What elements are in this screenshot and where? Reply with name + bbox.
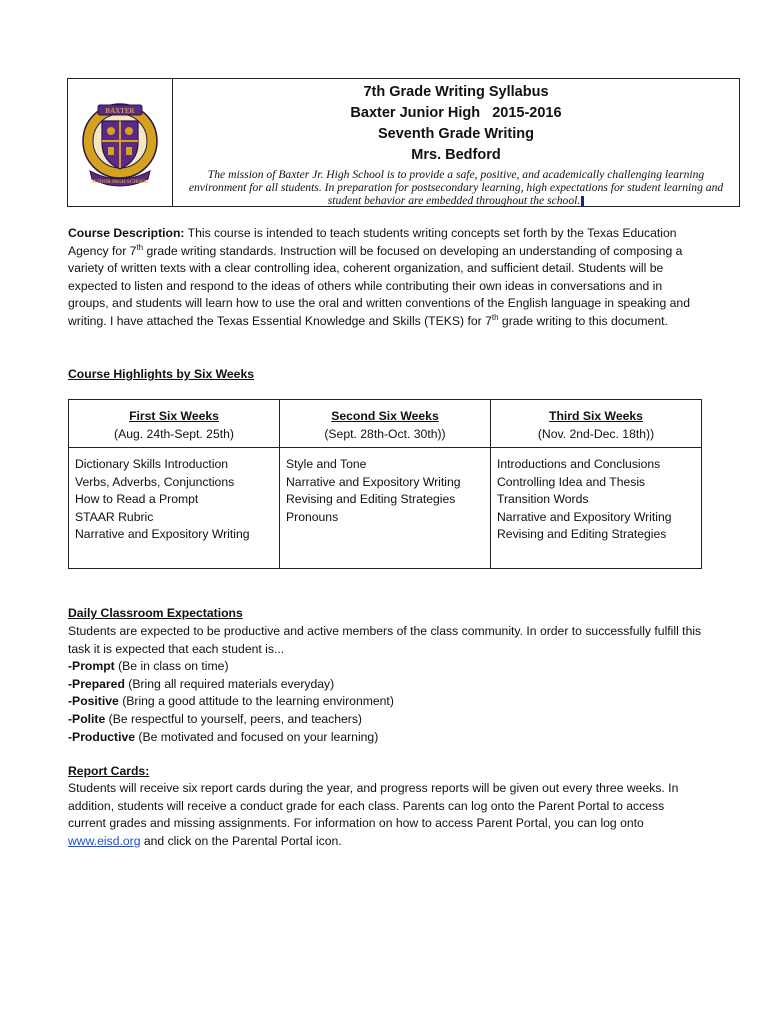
list-item: Revising and Editing Strategies bbox=[286, 492, 456, 507]
topics-cell bbox=[280, 448, 491, 569]
list-item: Pronouns bbox=[286, 509, 339, 524]
expectations-section bbox=[68, 623, 704, 746]
list-item: Narrative and Expository Writing bbox=[75, 527, 250, 542]
superscript: th bbox=[136, 242, 144, 252]
school-year: Baxter Junior High 2015-2016 bbox=[350, 105, 562, 121]
list-item bbox=[68, 711, 704, 729]
course-description-label: Course Description: bbox=[68, 226, 185, 240]
table-body-row bbox=[69, 448, 702, 569]
school-crest-icon bbox=[80, 91, 160, 195]
expectation-term: -Prepared bbox=[68, 676, 125, 691]
course-name: Seventh Grade Writing bbox=[377, 126, 535, 142]
text-cursor bbox=[581, 196, 584, 207]
report-cards-text-1: Students will receive six report cards during the year, and progress reports will be given out every three weeks. In addition, students will receive a conduct grade for each class. Parents can log onto the Parent Portal to access current grades and missing assignments. For information on how to access Parent Portal, you can log onto bbox=[68, 781, 679, 831]
report-cards-text bbox=[68, 780, 704, 850]
expectation-term: -Polite bbox=[68, 711, 106, 726]
column-dates: (Nov. 2nd-Dec. 18th)) bbox=[537, 426, 655, 441]
mission-statement bbox=[173, 166, 739, 207]
list-item: Style and Tone bbox=[286, 457, 367, 471]
list-item: Verbs, Adverbs, Conjunctions bbox=[75, 474, 235, 489]
expectation-desc: (Bring all required materials everyday) bbox=[124, 676, 335, 691]
expectations-heading: Daily Classroom Expectations bbox=[68, 606, 243, 620]
expectation-desc: (Be respectful to yourself, peers, and teachers) bbox=[105, 711, 362, 726]
expectation-term: -Prompt bbox=[68, 659, 115, 674]
list-item: STAAR Rubric bbox=[75, 509, 154, 524]
column-dates: (Sept. 28th-Oct. 30th)) bbox=[324, 426, 446, 441]
column-header bbox=[69, 400, 280, 448]
list-item: How to Read a Prompt bbox=[75, 492, 199, 507]
topics-cell bbox=[491, 448, 702, 569]
teacher-name: Mrs. Bedford bbox=[411, 147, 501, 163]
six-weeks-table bbox=[68, 399, 702, 569]
expectation-term: -Positive bbox=[68, 694, 119, 709]
list-item bbox=[68, 693, 704, 711]
syllabus-title: 7th Grade Writing Syllabus bbox=[363, 84, 549, 100]
report-cards-heading: Report Cards: bbox=[68, 764, 150, 778]
expectation-term: -Productive bbox=[68, 729, 136, 744]
svg-text:BAXTER: BAXTER bbox=[105, 106, 135, 115]
course-description-text-2: grade writing standards. Instruction will be focused on developing an understanding of composing a variety of written texts with a clear controlling idea, coherent organization, and sufficient detail. Students will be expected to listen and respond to the ideas of others while contributing their own ideas in conversations and in groups, and students will learn how to use the oral and written conventions of the English language in speaking and writing. I have attached the Texas Essential Knowledge and Skills (TEKS) for 7 bbox=[68, 243, 690, 328]
list-item: Dictionary Skills Introduction bbox=[75, 457, 229, 471]
list-item bbox=[68, 729, 704, 747]
column-header bbox=[280, 400, 491, 448]
course-description-text-1: This course is intended to teach students writing concepts set forth by the Texas Education Agency for 7 bbox=[68, 226, 677, 258]
list-item: Revising and Editing Strategies bbox=[497, 527, 667, 542]
table-header-row bbox=[69, 400, 702, 448]
logo-cell bbox=[68, 79, 173, 206]
expectation-desc: (Bring a good attitude to the learning environment) bbox=[118, 694, 394, 709]
course-description bbox=[68, 225, 704, 331]
superscript: th bbox=[491, 312, 499, 322]
svg-text:JUNIOR HIGH SCHOOL: JUNIOR HIGH SCHOOL bbox=[91, 179, 149, 185]
column-title: First Six Weeks bbox=[129, 409, 219, 423]
list-item: Introductions and Conclusions bbox=[497, 457, 661, 471]
list-item: Transition Words bbox=[497, 492, 589, 507]
expectations-intro: Students are expected to be productive and active members of the class community. In order to successfully fulfill this task it is expected that each student is... bbox=[68, 624, 702, 656]
title-cell bbox=[173, 79, 739, 206]
expectation-desc: (Be motivated and focused on your learning) bbox=[135, 729, 379, 744]
column-title: Third Six Weeks bbox=[549, 409, 643, 423]
report-cards-text-2: and click on the Parental Portal icon. bbox=[140, 833, 342, 848]
mission-text: The mission of Baxter Jr. High School is to provide a safe, positive, and academically challenging learning environment for all students. In preparation for postsecondary learning, high expectations for student learning and student behavior are embedded throughout the school. bbox=[188, 168, 724, 207]
course-description-text-3: grade writing to this document. bbox=[498, 313, 668, 328]
list-item: Narrative and Expository Writing bbox=[286, 474, 461, 489]
column-title: Second Six Weeks bbox=[331, 409, 439, 423]
list-item: Controlling Idea and Thesis bbox=[497, 474, 646, 489]
list-item bbox=[68, 658, 704, 676]
list-item bbox=[68, 676, 704, 694]
highlights-heading: Course Highlights by Six Weeks bbox=[68, 367, 255, 381]
list-item: Narrative and Expository Writing bbox=[497, 509, 672, 524]
column-header bbox=[491, 400, 702, 448]
syllabus-header bbox=[67, 78, 740, 207]
expectation-desc: (Be in class on time) bbox=[114, 659, 229, 674]
column-dates: (Aug. 24th-Sept. 25th) bbox=[114, 426, 234, 441]
topics-cell bbox=[69, 448, 280, 569]
eisd-link[interactable]: www.eisd.org bbox=[68, 833, 141, 848]
